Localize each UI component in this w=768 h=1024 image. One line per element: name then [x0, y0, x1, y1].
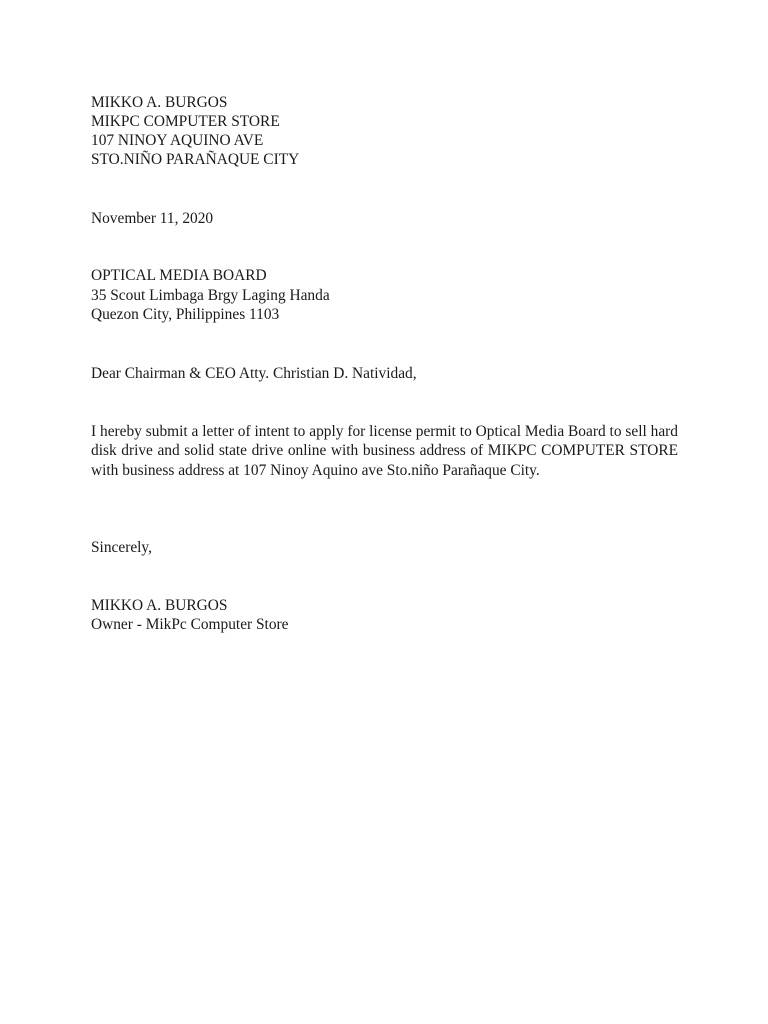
sender-name: MIKKO A. BURGOS: [91, 94, 228, 111]
salutation: Dear Chairman & CEO Atty. Christian D. Natividad,: [91, 365, 417, 382]
signature-name: MIKKO A. BURGOS: [91, 597, 228, 614]
closing: Sincerely,: [91, 539, 152, 556]
letter-date: November 11, 2020: [91, 210, 214, 227]
sender-company: MIKPC COMPUTER STORE: [91, 113, 280, 130]
sender-city: STO.NIÑO PARAÑAQUE CITY: [91, 151, 300, 168]
recipient-street: 35 Scout Limbaga Brgy Laging Handa: [91, 287, 330, 304]
recipient-organization: OPTICAL MEDIA BOARD: [91, 267, 267, 284]
sender-street: 107 NINOY AQUINO AVE: [91, 132, 264, 149]
recipient-city: Quezon City, Philippines 1103: [91, 306, 280, 323]
letter-body: I hereby submit a letter of intent to apply for license permit to Optical Media Board to sell hard disk drive and solid state drive online with business address of MIKPC COMPUTER STORE with business address at 107 Ninoy Aquino ave Sto.niño Parañaque City.: [91, 423, 678, 479]
signature-title: Owner - MikPc Computer Store: [91, 616, 289, 633]
